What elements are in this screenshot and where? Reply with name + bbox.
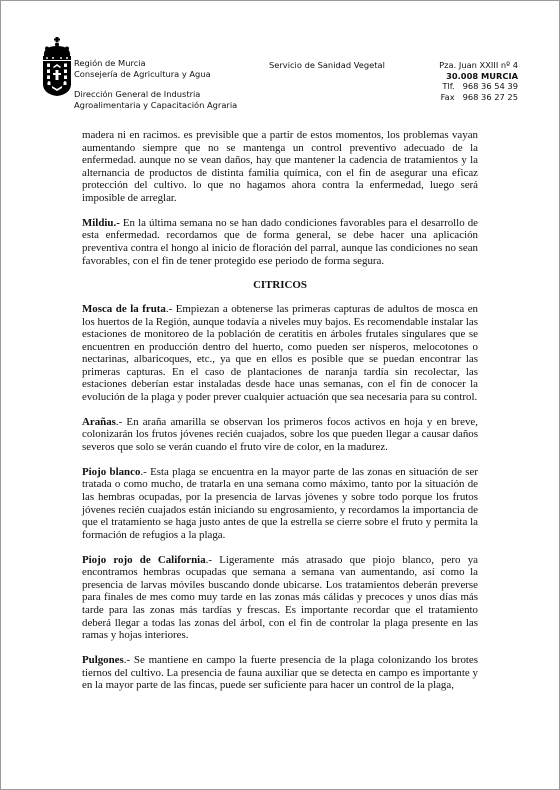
address-street: Pza. Juan XXIII nº 4 [439, 60, 518, 70]
service-name: Servicio de Sanidad Vegetal [269, 60, 385, 70]
mildiu-term: Mildiu.- [82, 216, 120, 229]
org-directorate-cont: Agroalimentaria y Capacitación Agraria [74, 99, 238, 110]
piojo-rojo-text: .- Ligeramente más atrasado que piojo blanco, pero ya encontramos hembras ocupadas que semana a semana van aumentando, así como la presencia de larvas móviles buscando donde ubicarse. Los tratamientos deberán preverse para finales de mes como muy tarde en las zonas más cálidas y precoces y unos días más tarde para las zonas más tardías y frescas. Es importante recordar que el tratamiento deberá llegar a todas las zonas del árbol, con el fin de controlar la plaga presente en las ramas y hojas interiores. [82, 553, 478, 642]
organization-block [74, 58, 237, 110]
letterhead [1, 1, 559, 121]
piojo-rojo-paragraph [82, 554, 478, 642]
pulgones-term: Pulgones [82, 653, 124, 666]
section-heading: CITRICOS [253, 279, 307, 292]
piojo-blanco-text: .- Esta plaga se encuentra en la mayor parte de las zonas en situación de ser tratada o como mucho, de tratarla en una semana como máximo, tanto por la situación de las hembras ocupadas, por la presencia de larvas jóvenes y sobre todo porque los frutos jóvenes recién cuajados están iniciando su engrosamiento, y recordamos la importancia de que el tratamiento se haga justo antes de que la estrella se cierre sobre el fruto y permita la formación de refugios a la plaga. [82, 465, 478, 541]
aranas-paragraph [82, 416, 478, 454]
address-block [439, 60, 518, 102]
address-city: 30.008 MURCIA [446, 70, 518, 81]
pulgones-paragraph [82, 654, 478, 692]
piojo-blanco-paragraph [82, 466, 478, 542]
org-council: Consejería de Agricultura y Agua [74, 68, 211, 79]
region-crest-icon [41, 37, 73, 97]
pulgones-text: .- Se mantiene en campo la fuerte presencia de la plaga colonizando los brotes tiernos del cultivo. La presencia de fauna auxiliar que se detecta en campo es importante y en la mayor parte de las fincas, puede ser suficiente para hacer un control de la plaga, [82, 653, 478, 692]
aranas-term: Arañas [82, 415, 116, 428]
org-directorate: Dirección General de Industria [74, 89, 201, 100]
piojo-rojo-term: Piojo rojo de California [82, 553, 206, 566]
fax-number: Fax 968 36 27 25 [440, 91, 518, 102]
aranas-text: .- En araña amarilla se observan los primeros focos activos en hoja y en breve, colonizarán los frutos jóvenes recién cuajados, sobre los que pueden llegar a causar daños severos que solo se verán cuando el fruto vire de color, en la madurez. [82, 415, 478, 454]
mildiu-text: En la última semana no se han dado condiciones favorables para el desarrollo de esta enfermedad. recordamos que de forma general, se debe hacer una aplicación preventiva contra el hongo al inicio de floración del parral, aunque las condiciones no sean favorables, con el fin de tener protegido ese periodo de forma segura. [82, 216, 478, 267]
org-region: Región de Murcia [74, 58, 146, 68]
mosca-text: .- Empiezan a obtenerse las primeras capturas de adultos de mosca en los huertos de la Región, aunque todavía a niveles muy bajos. Es recomendable instalar las estaciones de monitoreo de la población de ceratitis en árboles frutales singulares que se encuentren en producción dentro del huerto, como pueden ser nísperos, melocotones o nectarinas, albaricoques, etc., ya que en ellos es posible que se puedan encontrar las primeras capturas. En el caso de plantaciones de naranja tardía sin recolectar, las estaciones deberían estar instaladas desde hace unas semanas, con el fin de conocer la evolución de la plaga y poder prever cualquier actuación que sea necesaria para su control. [82, 302, 478, 404]
mosca-term: Mosca de la fruta [82, 302, 166, 315]
document-body [82, 129, 478, 704]
piojo-blanco-term: Piojo blanco [82, 465, 141, 478]
intro-paragraph: madera ni en racimos. es previsible que a partir de estos momentos, los problemas vayan aumentando siempre que no se mantenga un control preventivo adecuado de la enfermedad. aunque no se vean daños, hay que mantener la cadencia de tratamientos y la alternancia de productos de distinta familia química, con el fin de asegurar una eficaz protección del cultivo. lo que no hagamos ahora contra la enfermedad, luego será imposible de arreglar. [82, 129, 478, 204]
phone-number: Tlf. 968 36 54 39 [442, 81, 518, 92]
mosca-paragraph [82, 303, 478, 404]
mildiu-paragraph [82, 217, 478, 267]
